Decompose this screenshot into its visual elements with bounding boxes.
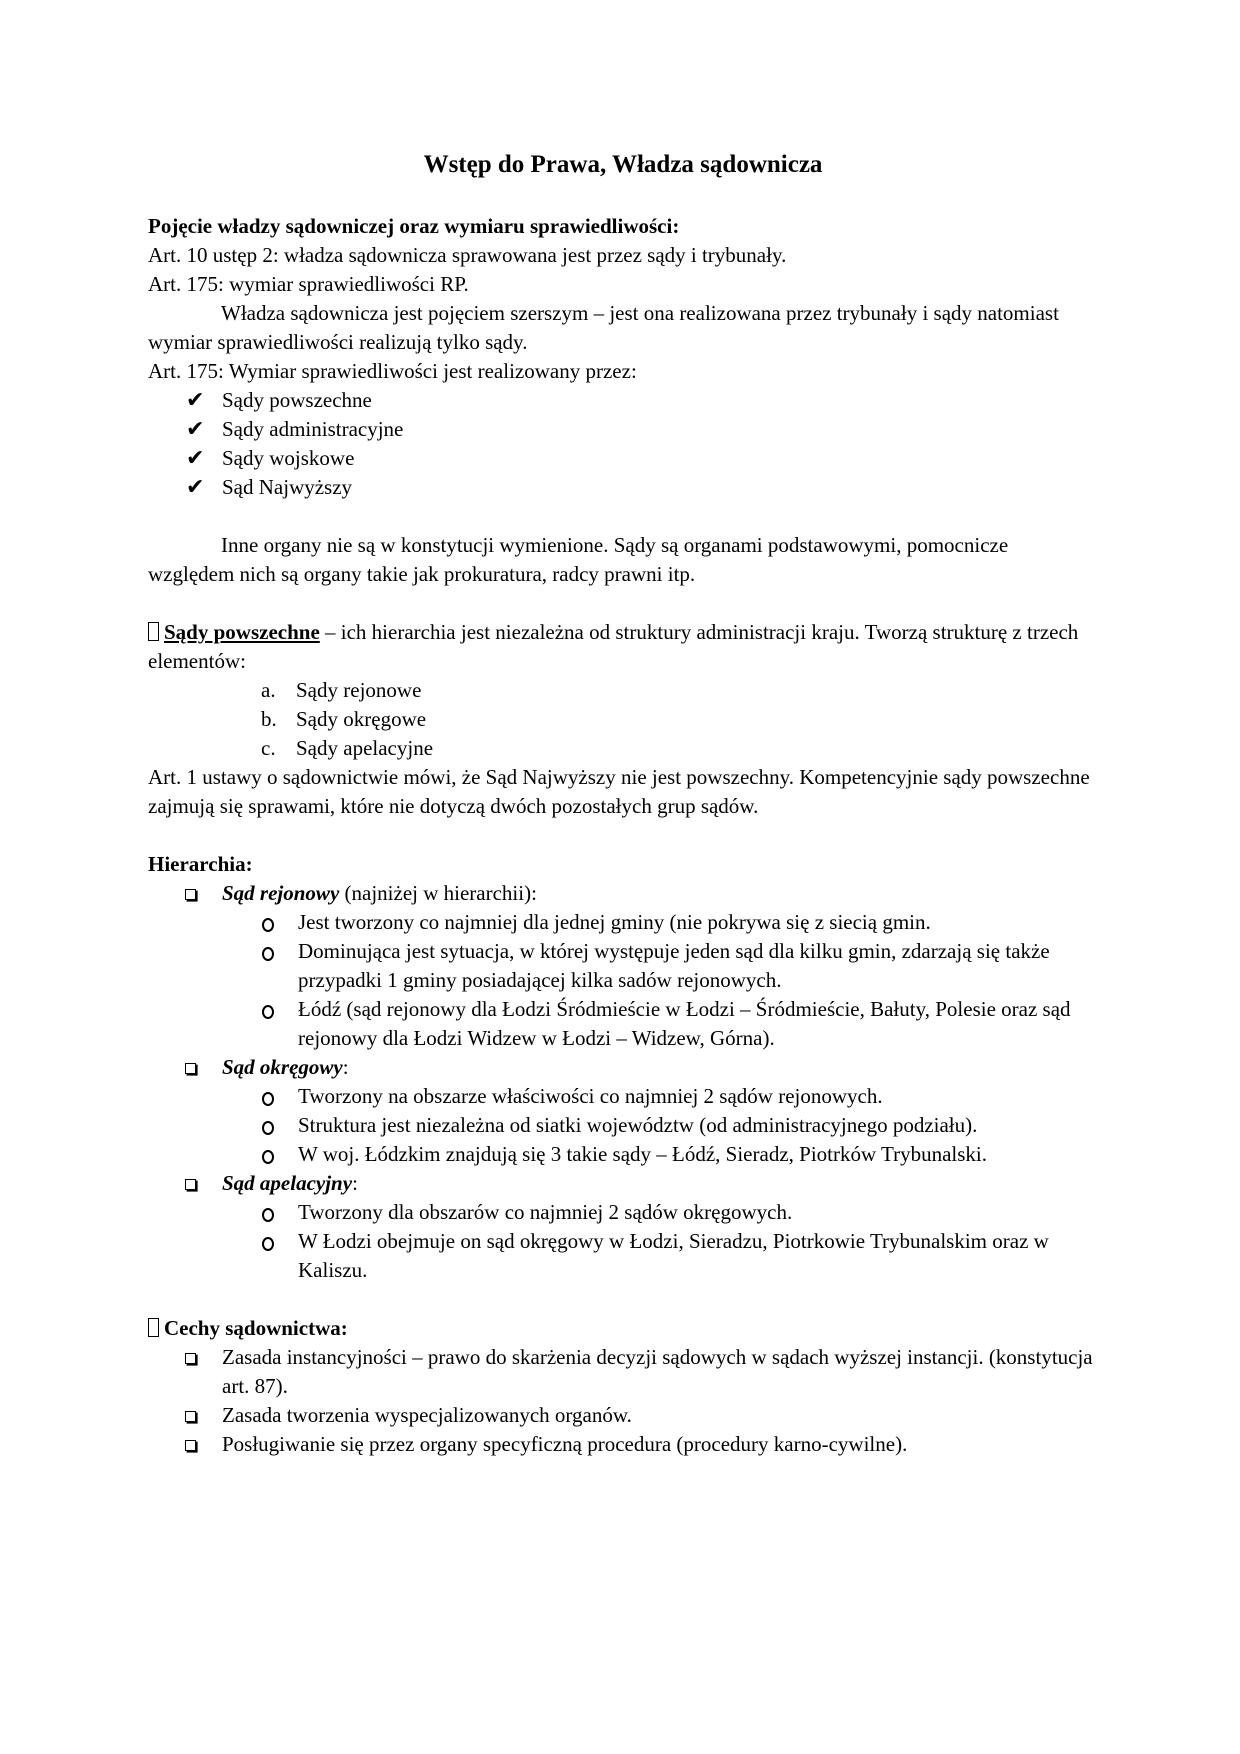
list-item: ✔ Sąd Najwyższy bbox=[186, 475, 353, 500]
square-bullet-icon bbox=[185, 1353, 196, 1364]
list-item: ✔ Sądy powszechne bbox=[186, 388, 372, 413]
list-item: W woj. Łódzkim znajdują się 3 takie sądy – Łódź, Sieradz, Piotrków Trybunalski. bbox=[148, 1140, 1098, 1169]
circle-bullet-icon bbox=[262, 1121, 274, 1135]
section-heading-features: Cechy sądownictwa: bbox=[148, 1314, 1098, 1343]
circle-bullet-icon bbox=[262, 947, 274, 961]
list-item: Sąd okręgowy: bbox=[148, 1053, 1098, 1082]
paragraph: Inne organy nie są w konstytucji wymienione. Sądy są organami podstawowymi, pomocnicze względem nich są organy takie jak prokuratura, radcy prawni itp. bbox=[148, 533, 1009, 586]
list-item: Tworzony na obszarze właściwości co najmniej 2 sądów rejonowych. bbox=[148, 1082, 1098, 1111]
section-heading-hierarchy: Hierarchia: bbox=[148, 852, 253, 876]
list-item: Zasada instancyjności – prawo do skarżenia decyzji sądowych w sądach wyższej instancji. (konstytucja art. 87). bbox=[148, 1343, 1098, 1401]
circle-bullet-icon bbox=[262, 1005, 274, 1019]
list-item: Tworzony dla obszarów co najmniej 2 sądów okręgowych. bbox=[148, 1198, 1098, 1227]
paragraph: Władza sądownicza jest pojęciem szerszym – jest ona realizowana przez trybunały i sądy natomiast wymiar sprawiedliwości realizują tylko sądy. bbox=[148, 301, 1059, 354]
checkmark-icon: ✔ bbox=[186, 388, 205, 413]
checkmark-icon: ✔ bbox=[186, 446, 205, 471]
list-item: Sąd apelacyjny: bbox=[148, 1169, 1098, 1198]
square-bullet-icon bbox=[185, 1440, 196, 1451]
list-item: W Łodzi obejmuje on sąd okręgowy w Łodzi, Sieradzu, Piotrkowie Trybunalskim oraz w Kaliszu. bbox=[148, 1227, 1098, 1285]
list-item: ✔ Sądy wojskowe bbox=[186, 446, 355, 471]
square-bullet-icon bbox=[185, 1411, 196, 1422]
list-item: Zasada tworzenia wyspecjalizowanych organów. bbox=[148, 1401, 1098, 1430]
list-item: Sąd rejonowy (najniżej w hierarchii): bbox=[148, 879, 1098, 908]
circle-bullet-icon bbox=[262, 918, 274, 932]
list-item: Dominująca jest sytuacja, w której występuje jeden sąd dla kilku gmin, zdarzają się także przypadki 1 gminy posiadającej kilka sadów rejonowych. bbox=[148, 937, 1098, 995]
list-item: a. Sądy rejonowe bbox=[261, 678, 422, 702]
circle-bullet-icon bbox=[262, 1150, 274, 1164]
checklist-courts bbox=[148, 386, 1098, 502]
missing-glyph-icon bbox=[148, 1318, 159, 1337]
alpha-list bbox=[148, 676, 1098, 763]
section-heading-judicial-power: Pojęcie władzy sądowniczej oraz wymiaru sprawiedliwości: bbox=[148, 214, 680, 238]
list-item: Struktura jest niezależna od siatki województw (od administracyjnego podziału). bbox=[148, 1111, 1098, 1140]
list-item: ✔ Sądy administracyjne bbox=[186, 417, 404, 442]
checkmark-icon: ✔ bbox=[186, 417, 205, 442]
document-title: Wstęp do Prawa, Władza sądownicza bbox=[423, 151, 823, 178]
circle-bullet-icon bbox=[262, 1092, 274, 1106]
paragraph-common-courts: Sądy powszechne – ich hierarchia jest niezależna od struktury administracji kraju. Tworzą strukturę z trzech elementów: bbox=[148, 620, 1079, 673]
square-bullet-icon bbox=[185, 889, 196, 900]
square-bullet-icon bbox=[185, 1179, 196, 1190]
square-bullet-icon bbox=[185, 1063, 196, 1074]
text-line: Art. 175: wymiar sprawiedliwości RP. bbox=[148, 272, 469, 296]
paragraph: Art. 1 ustawy o sądownictwie mówi, że Sąd Najwyższy nie jest powszechny. Kompetencyjnie sądy powszechne zajmują się sprawami, które nie dotyczą dwóch pozostałych grup sądów. bbox=[148, 765, 1090, 818]
checkmark-icon: ✔ bbox=[186, 475, 205, 500]
document-page bbox=[148, 148, 1098, 1459]
text-line: Art. 10 ustęp 2: władza sądownicza sprawowana jest przez sądy i trybunały. bbox=[148, 243, 787, 267]
list-item: b. Sądy okręgowe bbox=[261, 707, 427, 731]
list-item: Posługiwanie się przez organy specyficzną procedura (procedury karno-cywilne). bbox=[148, 1430, 1098, 1459]
list-item: Jest tworzony co najmniej dla jednej gminy (nie pokrywa się z siecią gmin. bbox=[148, 908, 1098, 937]
term-common-courts: Sądy powszechne bbox=[164, 620, 320, 644]
list-item: c. Sądy apelacyjne bbox=[261, 736, 434, 760]
circle-bullet-icon bbox=[262, 1237, 274, 1251]
text-line: Art. 175: Wymiar sprawiedliwości jest realizowany przez: bbox=[148, 359, 637, 383]
missing-glyph-icon bbox=[148, 622, 159, 641]
list-item: Łódź (sąd rejonowy dla Łodzi Śródmieście w Łodzi – Śródmieście, Bałuty, Polesie oraz sąd rejonowy dla Łodzi Widzew w Łodzi – Widzew, Górna). bbox=[148, 995, 1098, 1053]
circle-bullet-icon bbox=[262, 1208, 274, 1222]
